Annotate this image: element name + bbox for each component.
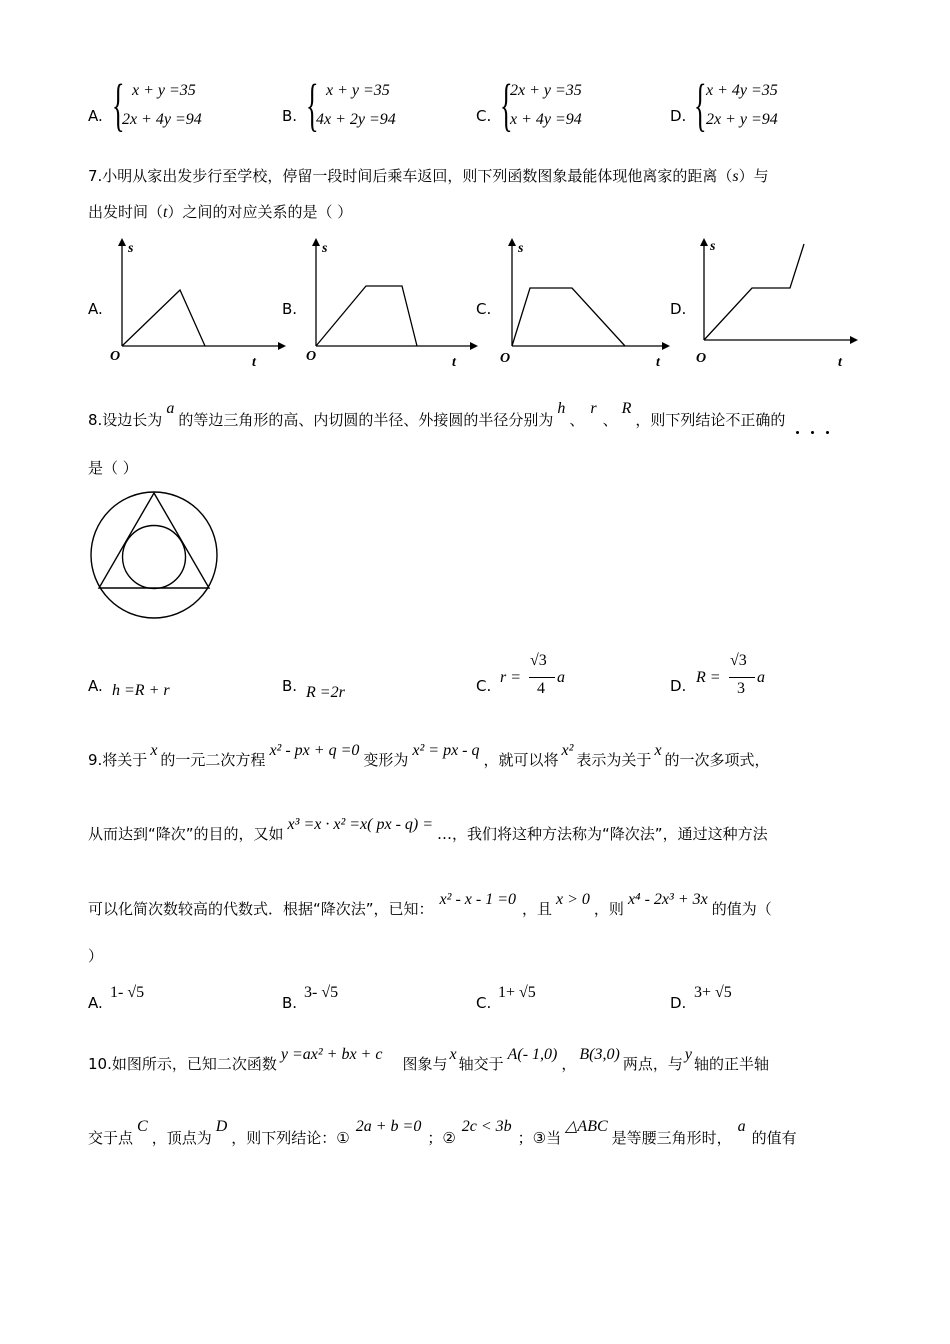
var-r: r bbox=[590, 400, 597, 417]
q6-option-d-eq2: 2x + y =94 bbox=[706, 111, 778, 128]
q7-graph-c bbox=[496, 234, 676, 374]
q6-option-c-label: C. bbox=[476, 107, 492, 125]
q7-option-b-label: B. bbox=[282, 300, 298, 318]
q8-option-c-label: C. bbox=[476, 677, 492, 695]
q7-graph-d bbox=[690, 234, 870, 374]
q10-stem-line2: 交于点C，顶点为D，则下列结论：①2a + b =0；②2c < 3b；③当△ABC是等腰三角形时，a的值有 bbox=[88, 1118, 797, 1147]
q6-option-a-eq2: 2x + 4y =94 bbox=[122, 111, 202, 128]
q6-option-c-eq1: 2x + y =35 bbox=[510, 82, 582, 99]
q6-option-d-eq1: x + 4y =35 bbox=[706, 82, 778, 99]
axis-t-label: t bbox=[252, 355, 256, 370]
inscribed-circle bbox=[123, 526, 186, 589]
axis-s-label: s bbox=[128, 241, 134, 256]
var-s: s bbox=[732, 168, 739, 185]
q6-option-a-label: A. bbox=[88, 107, 103, 125]
q9-stem-line1: 9.将关于x的一元二次方程x² - px + q =0变形为x² = px - q，就可以将x²表示为关于x的一次多项式， bbox=[88, 742, 770, 769]
q8-option-b-expr: R =2r bbox=[306, 684, 345, 701]
equation-quadratic-function: y =ax² + bx + c bbox=[280, 1046, 383, 1063]
origin-label: O bbox=[500, 351, 511, 366]
var-t: t bbox=[163, 204, 168, 221]
q9-stem-line3: 可以化简次数较高的代数式．根据“降次法”，已知：x² - x - 1 =0，且x > 0，则x⁴ - 2x³ + 3x的值为（ bbox=[88, 891, 772, 918]
q7-option-d-label: D. bbox=[670, 300, 687, 318]
brace-icon: { bbox=[112, 72, 125, 137]
var-h: h bbox=[557, 400, 566, 417]
axis-s-label: s bbox=[518, 241, 524, 256]
q8-option-a-label: A. bbox=[88, 677, 103, 695]
condition-positive: x > 0 bbox=[556, 891, 590, 908]
q7-graph-a bbox=[106, 234, 286, 374]
var-R: R bbox=[621, 400, 632, 417]
expression-target: x⁴ - 2x³ + 3x bbox=[627, 891, 708, 908]
axis-s-label: s bbox=[322, 241, 328, 256]
triangle-circles-figure bbox=[86, 490, 222, 626]
q7-option-c-label: C. bbox=[476, 300, 492, 318]
q9-option-c-label: C. bbox=[476, 994, 492, 1012]
q9-stem-line4: ） bbox=[88, 947, 104, 965]
point-c: C bbox=[137, 1118, 148, 1135]
axis-t-label: t bbox=[656, 355, 660, 370]
origin-label: O bbox=[306, 349, 317, 364]
conclusion-1: 2a + b =0 bbox=[355, 1118, 422, 1135]
q8-stem-line2: 是（ ） bbox=[88, 459, 138, 477]
distance-curve bbox=[704, 244, 804, 340]
q9-option-c-expr: 1+ √5 bbox=[498, 984, 536, 1001]
fraction-bar bbox=[729, 677, 755, 678]
equation-given: x² - x - 1 =0 bbox=[439, 891, 516, 908]
q6-option-c-eq2: x + 4y =94 bbox=[510, 111, 582, 128]
q9-option-b-label: B. bbox=[282, 994, 298, 1012]
origin-label: O bbox=[696, 351, 707, 366]
q6-option-b-label: B. bbox=[282, 107, 298, 125]
equilateral-triangle bbox=[99, 493, 209, 588]
axis-t-label: t bbox=[452, 355, 456, 370]
fraction-bar bbox=[529, 677, 555, 678]
axis-t-label: t bbox=[838, 355, 842, 370]
q7-graph-b bbox=[300, 234, 480, 374]
q8-option-b-label: B. bbox=[282, 677, 298, 695]
emphasis-not-correct: 不正确 bbox=[725, 411, 771, 429]
emphasis-dot bbox=[826, 431, 829, 434]
brace-icon: { bbox=[500, 72, 513, 137]
triangle-abc: △ABC bbox=[565, 1118, 608, 1135]
equation-quadratic: x² - px + q =0 bbox=[269, 742, 360, 759]
q7-stem-line2: 出发时间（t）之间的对应关系的是（ ） bbox=[88, 203, 353, 221]
var-a: a bbox=[166, 400, 175, 417]
axis-s-label: s bbox=[710, 239, 716, 254]
q8-stem-line1: 8.设边长为a的等边三角形的高、内切圆的半径、外接圆的半径分别为h、r、R，则下列结论不正确的 bbox=[88, 400, 786, 429]
distance-curve bbox=[316, 286, 417, 346]
point-a: A(- 1,0) bbox=[507, 1046, 558, 1063]
q8-option-d-label: D. bbox=[670, 677, 687, 695]
equation-cube: x³ =x · x² =x( px - q) = bbox=[287, 816, 434, 833]
distance-curve bbox=[122, 290, 205, 346]
q10-stem-line1: 10.如图所示，已知二次函数y =ax² + bx + c图象与x轴交于A(- 1,0)，B(3,0)两点，与y轴的正半轴 bbox=[88, 1046, 769, 1073]
emphasis-dot bbox=[811, 431, 814, 434]
origin-label: O bbox=[110, 349, 121, 364]
q9-option-d-expr: 3+ √5 bbox=[694, 984, 732, 1001]
point-b: B(3,0) bbox=[579, 1046, 620, 1063]
brace-icon: { bbox=[694, 72, 707, 137]
q9-option-b-expr: 3- √5 bbox=[304, 984, 339, 1001]
q9-option-a-label: A. bbox=[88, 994, 103, 1012]
distance-curve bbox=[512, 288, 625, 346]
circumscribed-circle bbox=[91, 492, 217, 618]
q9-option-d-label: D. bbox=[670, 994, 687, 1012]
q8-option-a-expr: h =R + r bbox=[112, 682, 170, 699]
q6-option-d-label: D. bbox=[670, 107, 687, 125]
q9-option-a-expr: 1- √5 bbox=[110, 984, 145, 1001]
q7-stem-line1: 7.小明从家出发步行至学校，停留一段时间后乘车返回，则下列函数图象最能体现他离家的距离（s）与 bbox=[88, 167, 769, 185]
q6-option-b-eq1: x + y =35 bbox=[326, 82, 390, 99]
brace-icon: { bbox=[306, 72, 319, 137]
q6-option-b-eq2: 4x + 2y =94 bbox=[316, 111, 396, 128]
q7-option-a-label: A. bbox=[88, 300, 103, 318]
equation-transformed: x² = px - q bbox=[412, 742, 480, 759]
q6-option-a-eq1: x + y =35 bbox=[132, 82, 196, 99]
q9-stem-line2: 从而达到“降次”的目的，又如x³ =x · x² =x( px - q) =…，我们将这种方法称为“降次法”，通过这种方法 bbox=[88, 816, 768, 843]
vertex-d: D bbox=[215, 1118, 228, 1135]
conclusion-2: 2c < 3b bbox=[461, 1118, 512, 1135]
emphasis-dot bbox=[796, 431, 799, 434]
